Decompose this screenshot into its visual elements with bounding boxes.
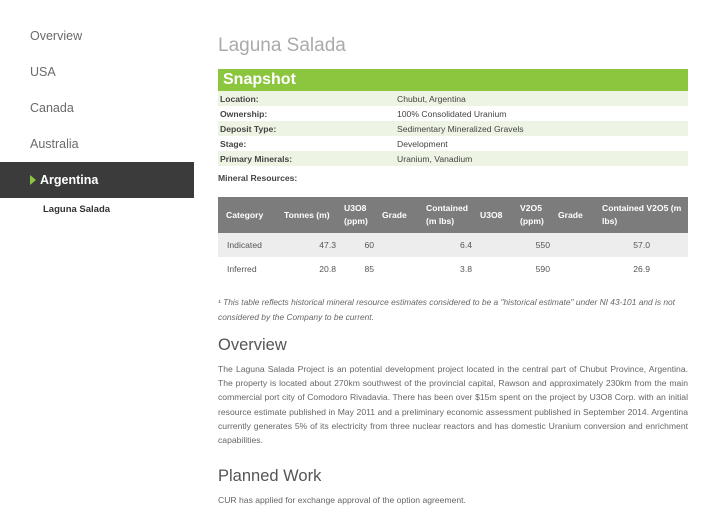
cell-contained-v: 26.9 (633, 264, 650, 274)
snapshot-value: 100% Consolidated Uranium (397, 108, 507, 119)
overview-text: The Laguna Salada Project is an potential development project located in the central part of Chubut Province, Argentina. The property is located about 270km southwest of the provincial capital, Rawson and approximately 230km from the main commercial port city of Comodoro Rivadavia. There has been over $15m spent on the project by U3O8 Corp. with an initial resource estimate published in May 2011 and a preliminary economic assessment published in September 2014. Argentina currently generates 5% of its electricity from three nuclear reactors and has domestic Uranium conversion and enrichment capabilities. (218, 364, 688, 446)
nav-item-overview[interactable]: Overview (30, 29, 83, 43)
snapshot-label: Ownership: (220, 108, 268, 119)
header-v-grade: V2O5 (ppm) (512, 197, 550, 233)
header-u3o8: U3O8 (472, 197, 512, 233)
snapshot-value: Chubut, Argentina (397, 93, 466, 104)
mineral-resources-label: Mineral Resources: (218, 173, 298, 183)
snapshot-table (218, 91, 688, 166)
cell-contained-v: 57.0 (633, 240, 650, 250)
cell-v-grade: 550 (535, 240, 550, 250)
nav-subitem-laguna-salada[interactable]: Laguna Salada (43, 204, 111, 215)
table-row (218, 233, 688, 257)
cell-v-grade: 590 (535, 264, 550, 274)
header-contained-v: Contained V2O5 (m lbs) (594, 197, 688, 233)
snapshot-row (218, 106, 688, 121)
snapshot-value: Development (397, 138, 448, 149)
cell-u-grade: 85 (364, 264, 374, 274)
header-category: Category (218, 197, 276, 233)
snapshot-heading: Snapshot (218, 69, 688, 91)
snapshot-value: Sedimentary Mineralized Gravels (397, 123, 524, 134)
header-contained-u: Contained (m lbs) (418, 197, 472, 233)
caret-right-icon (30, 175, 36, 185)
nav-item-canada[interactable]: Canada (30, 101, 74, 115)
snapshot-value: Uranium, Vanadium (397, 153, 473, 164)
header-grade-2: Grade (550, 197, 594, 233)
nav-item-label: Argentina (40, 173, 99, 187)
header-grade: Grade (374, 197, 418, 233)
snapshot-row (218, 151, 688, 166)
planned-work-heading: Planned Work (218, 467, 322, 486)
cell-u-grade: 60 (364, 240, 374, 250)
snapshot-row (218, 121, 688, 136)
cell-category: Indicated (227, 240, 262, 250)
nav-item-australia[interactable]: Australia (30, 137, 79, 151)
snapshot-label: Location: (220, 93, 259, 104)
snapshot-label: Primary Minerals: (220, 153, 293, 164)
table-row (218, 257, 688, 281)
snapshot-row (218, 91, 688, 106)
sidebar-nav (0, 0, 194, 215)
header-u-grade: U3O8 (ppm) (336, 197, 374, 233)
cell-tonnes: 47.3 (319, 240, 336, 250)
resources-table (218, 197, 688, 281)
header-tonnes: Tonnes (m) (276, 197, 336, 233)
snapshot-label: Stage: (220, 138, 247, 149)
cell-category: Inferred (227, 264, 257, 274)
planned-work-text: CUR has applied for exchange approval of the option agreement. (218, 495, 466, 506)
historical-estimate-note: ¹ This table reflects historical mineral resource estimates considered to be a "historical estimate" under NI 43-101 and is not considered by the Company to be current. (218, 297, 676, 322)
overview-heading: Overview (218, 336, 287, 354)
snapshot-row (218, 136, 688, 151)
resources-header-row (218, 197, 688, 233)
cell-contained-u: 3.8 (460, 264, 472, 274)
cell-tonnes: 20.8 (319, 264, 336, 274)
snapshot-label: Deposit Type: (220, 123, 277, 134)
cell-contained-u: 6.4 (460, 240, 472, 250)
nav-item-argentina[interactable] (0, 162, 194, 198)
nav-item-usa[interactable]: USA (30, 65, 56, 79)
page-title: Laguna Salada (218, 35, 346, 56)
main-content (218, 0, 688, 507)
